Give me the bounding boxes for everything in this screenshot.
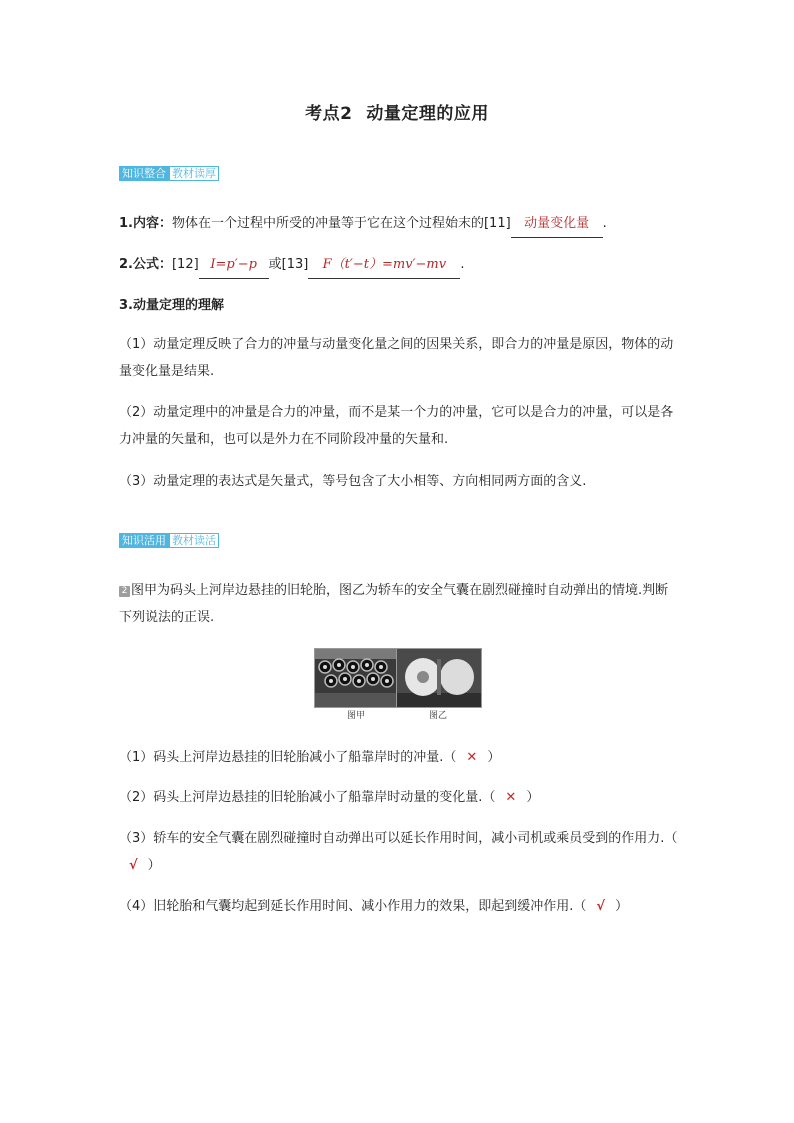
badge-right: 教材读厚 — [169, 166, 219, 181]
airbag-photo — [396, 648, 482, 708]
question-text: 图甲为码头上河岸边悬挂的旧轮胎，图乙为轿车的安全气囊在剧烈碰撞时自动弹出的情境.判断下列说法的正误. — [119, 583, 669, 625]
answer-12: I=p′−p — [199, 252, 269, 279]
section-badge-apply — [119, 533, 219, 548]
understand-2: （2）动量定理中的冲量是合力的冲量，而不是某一个力的冲量，它可以是合力的冲量，可以是各力冲量的矢量和，也可以是外力在不同阶段冲量的矢量和. — [119, 405, 674, 447]
wrong-mark-icon: ✕ — [466, 750, 478, 765]
understand-3: （3）动量定理的表达式是矢量式，等号包含了大小相等、方向相同两方面的含义. — [119, 474, 587, 489]
check-mark-icon: √ — [596, 899, 606, 914]
question-stem — [119, 577, 679, 631]
judgment-text: （2）码头上河岸边悬挂的旧轮胎减小了船靠岸时动量的变化量.（ — [119, 790, 496, 805]
question-number-icon: 2 — [119, 586, 130, 597]
judgment-close: ） — [147, 858, 161, 873]
airbag-illustration — [397, 649, 481, 707]
check-mark-icon: √ — [129, 858, 138, 873]
item-end: . — [460, 257, 465, 272]
tires-photo — [314, 648, 400, 708]
judgment-text: （1）码头上河岸边悬挂的旧轮胎减小了船靠岸时的冲量.（ — [119, 750, 457, 765]
judgment-4 — [119, 893, 679, 920]
item-label: 1.内容： — [119, 216, 172, 231]
badge-left: 知识活用 — [119, 533, 169, 548]
understand-1: （1）动量定理反映了合力的冲量与动量变化量之间的因果关系，即合力的冲量是原因，物体的动量变化量是结果. — [119, 337, 674, 379]
answer-13: F（t′−t）=mv′−mv — [308, 252, 460, 279]
judgment-close: ） — [615, 899, 629, 914]
page-title — [0, 99, 794, 124]
tires-illustration — [315, 649, 399, 707]
judgment-text: （3）轿车的安全气囊在剧烈碰撞时自动弹出可以延长作用时间，减小司机或乘员受到的作用力.（ — [119, 831, 678, 846]
ref-13: 或[13] — [268, 257, 309, 272]
title-text: 动量定理的应用 — [366, 104, 489, 124]
item-label: 2.公式： — [119, 257, 172, 272]
item-end: . — [602, 216, 607, 231]
item-understanding-heading: 3.动量定理的理解 — [119, 298, 224, 313]
badge-right: 教材读活 — [169, 533, 219, 548]
title-number: 考点2 — [305, 104, 353, 124]
caption-yi: 图乙 — [428, 711, 447, 721]
badge-left: 知识整合 — [119, 166, 169, 181]
section-badge-knowledge — [119, 166, 219, 181]
judgment-2 — [119, 784, 679, 811]
answer-11: 动量变化量 — [511, 211, 603, 238]
judgment-close: ） — [526, 790, 540, 805]
item-text: 物体在一个过程中所受的冲量等于它在这个过程始末的[11] — [171, 216, 511, 231]
judgment-close: ） — [487, 750, 501, 765]
caption-jia: 图甲 — [346, 711, 365, 721]
judgment-1 — [119, 744, 679, 771]
item-content — [119, 211, 679, 238]
ref-12: [12] — [171, 257, 199, 272]
item-formula — [119, 252, 679, 279]
judgment-3 — [119, 825, 679, 879]
wrong-mark-icon: ✕ — [505, 790, 517, 805]
judgment-text: （4）旧轮胎和气囊均起到延长作用时间、减小作用力的效果，即起到缓冲作用.（ — [119, 899, 587, 914]
